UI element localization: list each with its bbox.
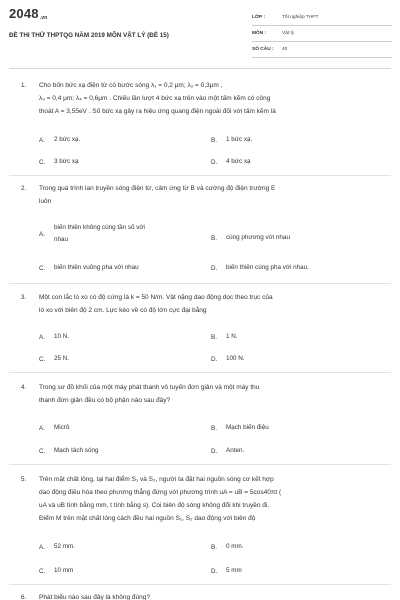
option-letter: A.	[39, 543, 45, 551]
option-letter: C.	[39, 567, 46, 575]
meta-row-question-count	[252, 42, 392, 58]
option-a[interactable]	[39, 541, 75, 553]
option-letter: C.	[39, 355, 46, 363]
option-text: biến thiên cùng pha với nhau.	[226, 264, 309, 271]
option-text: 1 N.	[226, 333, 238, 340]
meta-key: LỚP :	[252, 15, 266, 20]
question-line: luôn	[39, 198, 52, 205]
question-text	[39, 291, 386, 317]
question-line: thanh đơn giản đều có bộ phận nào sau đây?	[39, 397, 171, 404]
question-line: Một con lắc lò xo có độ cứng là k = 50 N/m. Vật nặng dao động dọc theo trục của	[39, 294, 273, 301]
site-logo[interactable]	[9, 6, 48, 21]
option-c[interactable]	[39, 156, 79, 168]
option-text: Mạch tách sóng	[54, 447, 99, 454]
option-letter: D.	[211, 447, 218, 455]
question-text	[39, 473, 386, 525]
option-letter: B.	[211, 333, 217, 341]
option-a[interactable]	[39, 331, 69, 343]
question-separator	[9, 175, 391, 176]
option-letter: B.	[211, 543, 217, 551]
question-number: 2.	[21, 185, 27, 192]
option-letter: D.	[211, 567, 218, 575]
option-c[interactable]	[39, 262, 139, 274]
option-text: 10 N.	[54, 333, 70, 340]
logo-tld: .vn	[39, 15, 48, 21]
question-line: thoát A = 3,55eV . Số bức xạ gây ra hiệu ứng quang điện ngoài đối với tấm kẽm là	[39, 108, 276, 115]
question-line: Trên mặt chất lỏng, tại hai điểm S₁ và S₂, người ta đặt hai nguồn sóng cơ kết hợp	[39, 476, 274, 483]
option-b[interactable]	[211, 541, 244, 553]
option-d[interactable]	[211, 445, 244, 457]
question-text	[39, 591, 386, 600]
question-number: 5.	[21, 476, 27, 483]
option-b[interactable]	[211, 422, 269, 434]
option-a[interactable]	[39, 422, 69, 434]
option-letter: D.	[211, 264, 218, 272]
option-letter: A.	[39, 424, 45, 432]
option-a[interactable]	[39, 134, 80, 146]
question-line: Trong quá trình lan truyền sóng điện từ, cảm ứng từ B và cường độ điện trường E	[39, 185, 276, 192]
option-letter: A.	[39, 136, 45, 144]
option-text: 4 bức xạ	[226, 158, 251, 165]
option-text: 25 N.	[54, 355, 70, 362]
option-letter: D.	[211, 355, 218, 363]
option-b[interactable]	[211, 331, 238, 343]
option-text: 3 bức xạ	[54, 158, 79, 165]
question-text	[39, 182, 386, 208]
option-c[interactable]	[39, 445, 98, 457]
option-text: Anten.	[226, 447, 245, 454]
logo-text: 2048	[9, 6, 39, 21]
question-number: 6.	[21, 594, 27, 600]
meta-row-class	[252, 10, 392, 26]
question-line: lò xo với biên độ 2 cm. Lực kéo về có độ lớn cực đại bằng	[39, 307, 207, 314]
option-a[interactable]	[39, 222, 145, 246]
option-letter: A.	[39, 333, 45, 341]
question-separator	[9, 283, 391, 284]
option-c[interactable]	[39, 565, 73, 577]
header-divider	[9, 68, 391, 69]
option-text: 5 mm	[226, 567, 242, 574]
option-letter: C.	[39, 264, 46, 272]
option-text: 2 bức xạ.	[54, 136, 81, 143]
exam-meta-table	[252, 10, 392, 58]
meta-value: Tốt nghiệp THPT	[282, 15, 319, 20]
question-line: Trong sơ đồ khối của một máy phát thanh vô tuyến đơn giản và một máy thu	[39, 384, 260, 391]
question-line: dao động điều hòa theo phương thẳng đứng với phương trình uA = uB = 5cos40πt (	[39, 489, 282, 496]
option-letter: B.	[211, 136, 217, 144]
option-letter: D.	[211, 158, 218, 166]
question-line: λ₃ = 0,4 μm; λ₄ = 0,6μm . Chiếu lần lượt 4 bức xạ trên vào một tấm kẽm có công	[39, 95, 271, 102]
option-d[interactable]	[211, 565, 242, 577]
option-text: cùng phương với nhau	[226, 234, 290, 241]
question-text	[39, 381, 386, 407]
option-letter: B.	[211, 234, 217, 242]
exam-title: ĐỀ THI THỬ THPTQG NĂM 2019 MÔN VẬT LÝ (ĐỀ 15)	[9, 32, 169, 39]
option-text	[54, 222, 145, 246]
option-b[interactable]	[211, 134, 252, 146]
question-line: Phát biểu nào sau đây là không đúng?	[39, 594, 150, 600]
question-line: uA và uB tính bằng mm, t tính bằng s). Coi biên độ sóng không đổi khi truyền đi.	[39, 502, 270, 509]
option-text-line: biến thiên không cùng tần số với	[54, 224, 145, 231]
option-b[interactable]	[211, 232, 290, 244]
option-text: 1 bức xạ.	[226, 136, 253, 143]
option-text: 10 mm	[54, 567, 74, 574]
option-text: Mạch biến điệu	[226, 424, 269, 431]
option-d[interactable]	[211, 156, 251, 168]
question-number: 3.	[21, 294, 27, 301]
option-c[interactable]	[39, 353, 69, 365]
question-separator	[9, 464, 391, 465]
question-separator	[9, 584, 391, 585]
meta-value: 40	[282, 47, 288, 52]
question-separator	[9, 372, 391, 373]
meta-key: MÔN :	[252, 31, 267, 36]
meta-row-subject	[252, 26, 392, 42]
option-text-line: nhau	[54, 236, 69, 243]
option-text: Micrô	[54, 424, 70, 431]
question-number: 4.	[21, 384, 27, 391]
question-text	[39, 79, 386, 118]
option-text: biến thiên vuông pha với nhau	[54, 264, 139, 271]
meta-key: SỐ CÂU :	[252, 47, 274, 52]
option-text: 100 N.	[226, 355, 245, 362]
meta-value: Vật lý	[282, 31, 294, 36]
question-line: Điểm M trên mặt chất lỏng cách đều hai nguồn S₁, S₂ dao động với biên độ	[39, 515, 256, 522]
option-letter: C.	[39, 158, 46, 166]
option-d[interactable]	[211, 353, 245, 365]
option-d[interactable]	[211, 262, 309, 274]
option-letter: C.	[39, 447, 46, 455]
question-number: 1.	[21, 82, 27, 89]
option-text: 52 mm.	[54, 543, 75, 550]
option-letter: A.	[39, 230, 45, 238]
header	[0, 0, 400, 62]
option-text: 0 mm.	[226, 543, 244, 550]
option-letter: B.	[211, 424, 217, 432]
question-line: Cho bốn bức xạ điện từ có bước sóng λ₁ = 0,2 μm; λ₂ = 0,3μm ,	[39, 82, 223, 89]
